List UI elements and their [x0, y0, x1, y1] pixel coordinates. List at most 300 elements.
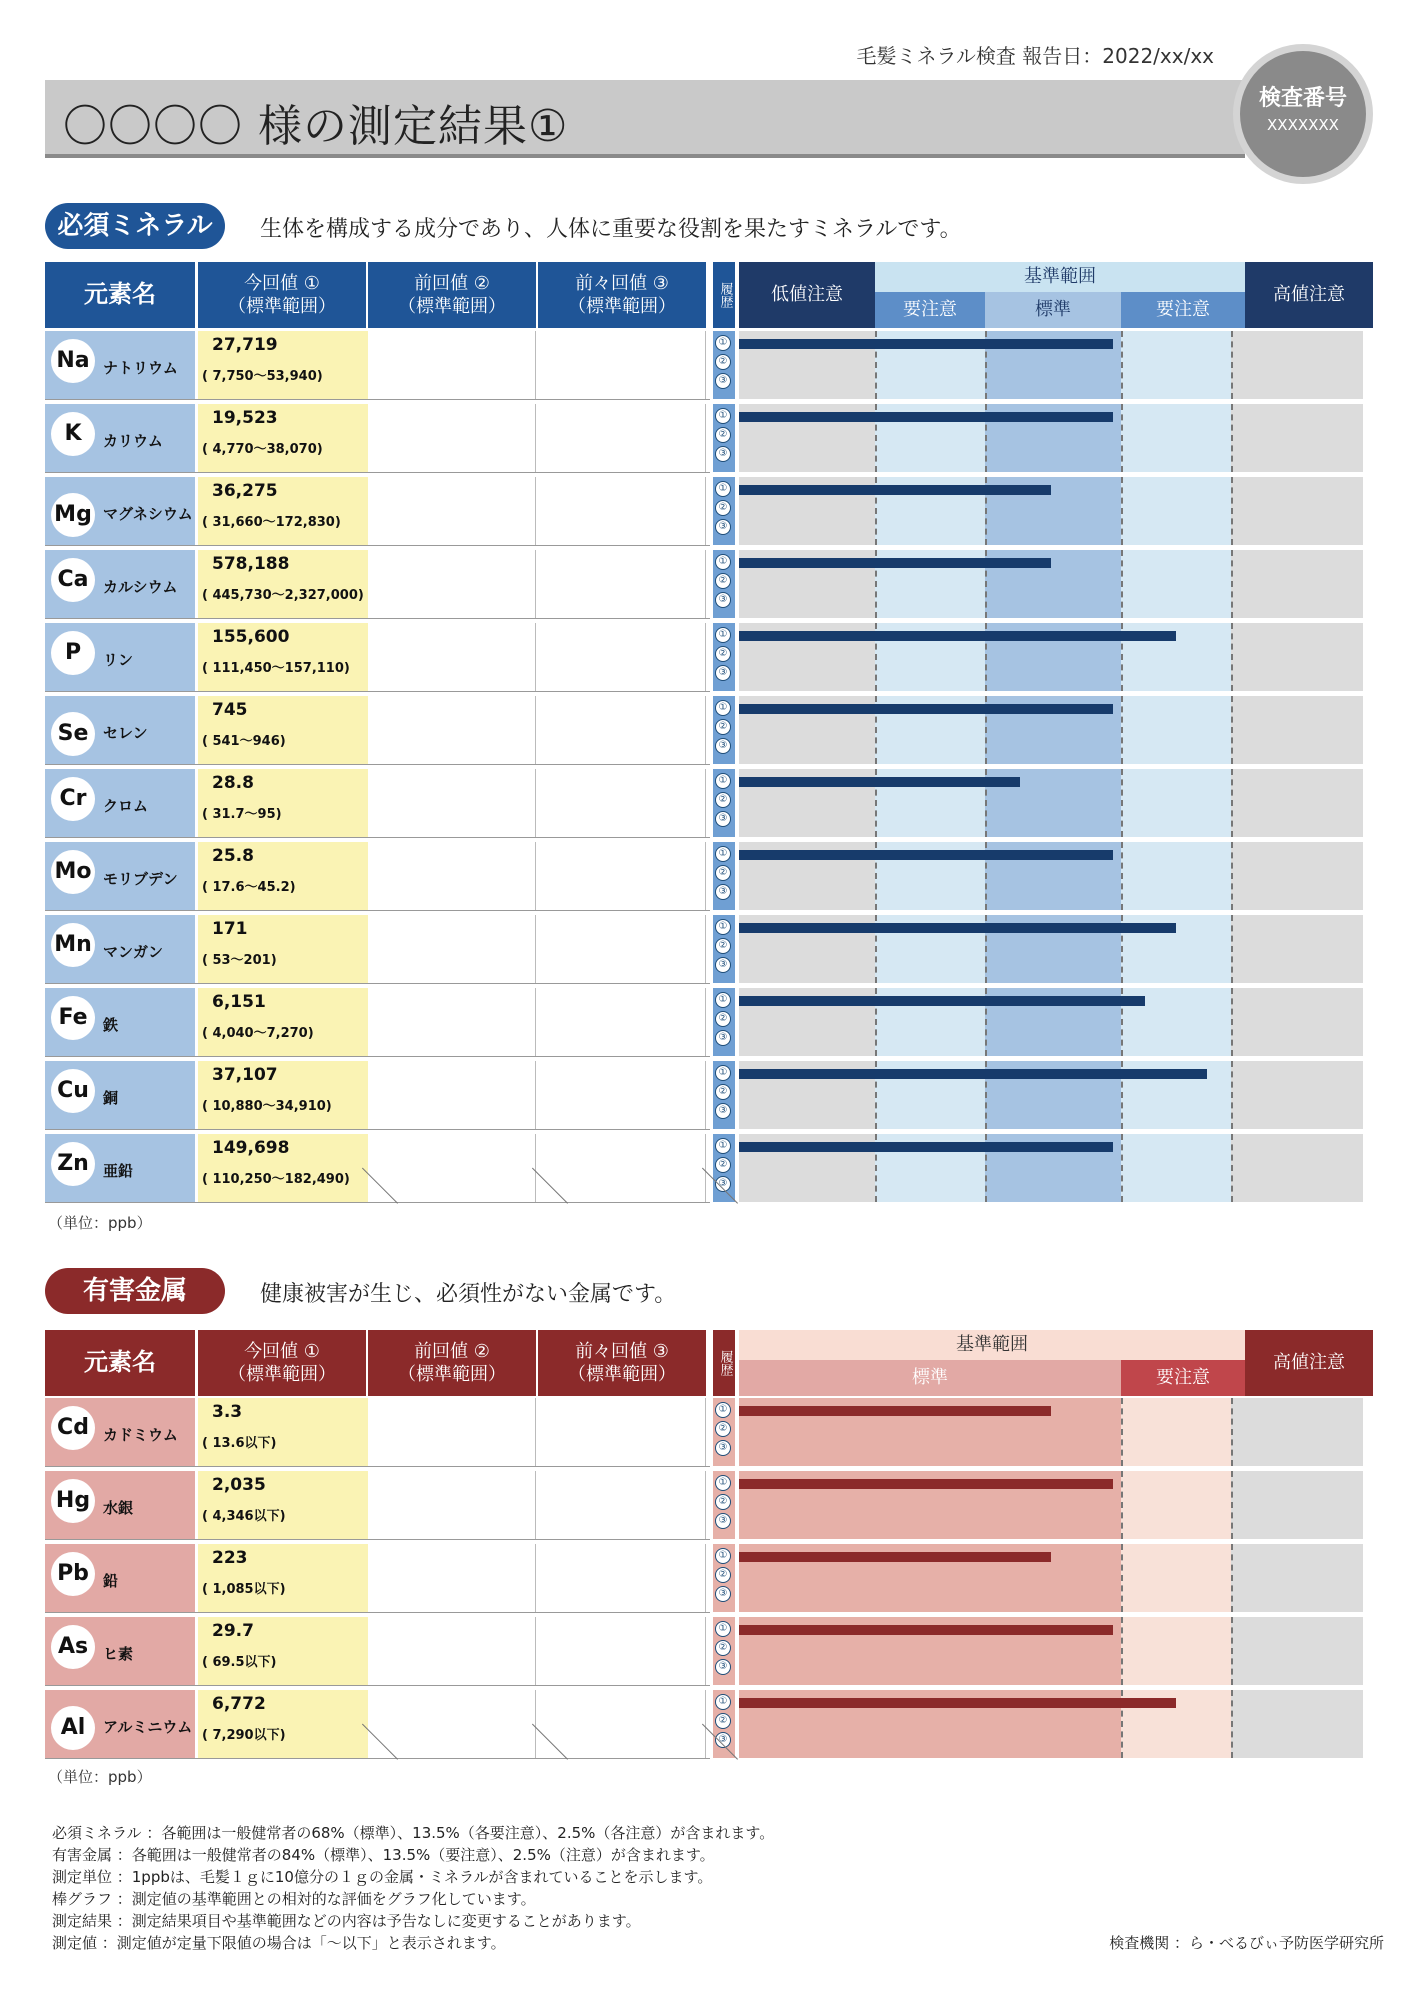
row-divider: [45, 910, 710, 911]
history-markers: [713, 1617, 735, 1685]
current-value-cell: [198, 404, 368, 472]
current-value-cell: [198, 696, 368, 764]
col-element-name: 元素名: [45, 1330, 195, 1396]
graph-zone: [1231, 769, 1363, 837]
current-value-cell: [198, 1544, 368, 1612]
history-marker-icon: ②: [715, 1567, 731, 1583]
col-history: 履歴: [713, 1330, 735, 1396]
history-markers: [713, 769, 735, 837]
bar-graph: [739, 1617, 1363, 1685]
value-bar: [739, 704, 1113, 714]
row-divider: [45, 691, 710, 692]
element-symbol: Hg: [51, 1479, 95, 1523]
previous-value-cell: [368, 477, 536, 545]
element-japanese-name: カルシウム: [103, 578, 178, 596]
previous-value-cell: [368, 1398, 536, 1466]
history-markers: [713, 404, 735, 472]
table-row: [45, 623, 1373, 691]
history-marker-icon: ①: [715, 1621, 731, 1637]
standard-range: ( 7,290以下): [202, 1728, 286, 1743]
graph-zone: [1231, 623, 1363, 691]
history-markers: [713, 915, 735, 983]
element-symbol: Se: [51, 712, 95, 756]
col-current: 今回値 ① （標準範囲）: [198, 262, 366, 328]
history-marker-icon: ①: [715, 481, 731, 497]
value-bar: [739, 412, 1113, 422]
history-markers: [713, 331, 735, 399]
graph-zone: [1121, 696, 1231, 764]
bar-graph: [739, 1690, 1363, 1758]
graph-zone: [1121, 842, 1231, 910]
graph-divider: [1231, 331, 1233, 399]
standard-range: ( 111,450〜157,110): [202, 661, 350, 676]
history-marker-icon: ②: [715, 792, 731, 808]
current-value: 6,151: [212, 992, 266, 1012]
history-marker-icon: ②: [715, 1640, 731, 1656]
table-row: [45, 1398, 1373, 1466]
element-japanese-name: ヒ素: [103, 1645, 134, 1663]
element-name-cell: [45, 1471, 195, 1539]
current-value-cell: [198, 1398, 368, 1466]
graph-zone: [1121, 550, 1231, 618]
graph-zone: [1231, 477, 1363, 545]
current-value: 2,035: [212, 1475, 266, 1495]
history-marker-icon: ①: [715, 335, 731, 351]
table-row: [45, 331, 1373, 399]
previous2-value-cell: [538, 769, 706, 837]
row-divider: [45, 1466, 710, 1467]
element-japanese-name: クロム: [103, 797, 149, 815]
col-previous: 前回値 ② （標準範囲）: [368, 262, 536, 328]
standard-range: ( 7,750〜53,940): [202, 369, 323, 384]
graph-zone: [1231, 404, 1363, 472]
current-value-cell: [198, 1617, 368, 1685]
current-value: 29.7: [212, 1621, 254, 1641]
row-divider: [45, 399, 710, 400]
graph-divider: [1121, 477, 1123, 545]
standard-range: ( 1,085以下): [202, 1582, 286, 1597]
history-markers: [713, 1061, 735, 1129]
current-value-cell: [198, 915, 368, 983]
current-value-cell: [198, 769, 368, 837]
history-marker-icon: ①: [715, 1694, 731, 1710]
value-bar: [739, 777, 1020, 787]
element-name-cell: [45, 623, 195, 691]
history-markers: [713, 1471, 735, 1539]
previous-value-cell: [368, 1617, 536, 1685]
col-caution-left: 要注意: [875, 292, 985, 328]
element-name-cell: [45, 1061, 195, 1129]
element-japanese-name: 銅: [103, 1089, 119, 1107]
graph-divider: [1121, 1544, 1123, 1612]
col-previous: 前回値 ② （標準範囲）: [368, 1330, 536, 1396]
graph-divider: [1121, 696, 1123, 764]
essential-pill: 必須ミネラル: [45, 203, 225, 249]
footnotes: [52, 1822, 774, 1954]
row-divider: [45, 1202, 710, 1203]
current-value-cell: [198, 1061, 368, 1129]
history-marker-icon: ①: [715, 919, 731, 935]
table-row: [45, 404, 1373, 472]
badge-value: XXXXXXX: [1267, 116, 1339, 134]
graph-divider: [1121, 1617, 1123, 1685]
graph-divider: [1231, 1544, 1233, 1612]
previous-value-cell: [368, 1690, 536, 1758]
standard-range: ( 13.6以下): [202, 1436, 277, 1451]
previous2-value-cell: [538, 1061, 706, 1129]
table-row: [45, 842, 1373, 910]
graph-zone: [1121, 1544, 1231, 1612]
bar-graph: [739, 988, 1363, 1056]
history-marker-icon: ③: [715, 373, 731, 389]
table-row: [45, 769, 1373, 837]
table-row: [45, 696, 1373, 764]
graph-zone: [1121, 1134, 1231, 1202]
previous2-value-cell: [538, 1134, 706, 1202]
previous2-value-cell: [538, 404, 706, 472]
graph-divider: [1121, 404, 1123, 472]
standard-range: ( 10,880〜34,910): [202, 1099, 332, 1114]
history-marker-icon: ③: [715, 738, 731, 754]
col-standard-range: 基準範囲: [875, 262, 1245, 292]
bar-graph: [739, 1398, 1363, 1466]
element-symbol: Mg: [51, 493, 95, 537]
current-value: 37,107: [212, 1065, 278, 1085]
row-divider: [45, 837, 710, 838]
history-markers: [713, 1690, 735, 1758]
graph-zone: [1231, 915, 1363, 983]
element-japanese-name: アルミニウム: [103, 1718, 193, 1736]
graph-divider: [1121, 1134, 1123, 1202]
history-marker-icon: ①: [715, 1138, 731, 1154]
value-bar: [739, 1069, 1207, 1079]
history-marker-icon: ②: [715, 354, 731, 370]
history-marker-icon: ③: [715, 519, 731, 535]
value-bar: [739, 558, 1051, 568]
element-japanese-name: リン: [103, 651, 134, 669]
previous2-value-cell: [538, 1471, 706, 1539]
value-bar: [739, 631, 1176, 641]
bar-graph: [739, 1061, 1363, 1129]
graph-divider: [1231, 769, 1233, 837]
current-value-cell: [198, 1471, 368, 1539]
previous2-value-cell: [538, 842, 706, 910]
graph-zone: [1121, 477, 1231, 545]
element-name-cell: [45, 696, 195, 764]
bar-graph: [739, 1544, 1363, 1612]
current-value-cell: [198, 550, 368, 618]
footnote-line: 測定結果 ：測定結果項目や基準範囲などの内容は予告なしに変更することがあります。: [52, 1912, 641, 1930]
col-caution: 要注意: [1121, 1360, 1245, 1396]
element-japanese-name: セレン: [103, 724, 148, 742]
history-marker-icon: ①: [715, 1402, 731, 1418]
graph-zone: [1231, 696, 1363, 764]
graph-divider: [1231, 550, 1233, 618]
history-marker-icon: ①: [715, 1065, 731, 1081]
element-name-cell: [45, 769, 195, 837]
graph-zone: [1121, 769, 1231, 837]
history-marker-icon: ②: [715, 427, 731, 443]
history-marker-icon: ①: [715, 846, 731, 862]
history-marker-icon: ②: [715, 865, 731, 881]
history-marker-icon: ②: [715, 938, 731, 954]
element-symbol: Pb: [51, 1552, 95, 1596]
graph-divider: [1231, 404, 1233, 472]
value-bar: [739, 850, 1113, 860]
history-marker-icon: ③: [715, 1732, 731, 1748]
element-symbol: Zn: [51, 1142, 95, 1186]
graph-divider: [1231, 1690, 1233, 1758]
row-divider: [45, 618, 710, 619]
badge-label: 検査番号: [1258, 86, 1347, 111]
col-previous2: 前々回値 ③ （標準範囲）: [538, 1330, 706, 1396]
previous2-value-cell: [538, 331, 706, 399]
standard-range: ( 541〜946): [202, 734, 286, 749]
element-name-cell: [45, 550, 195, 618]
graph-zone: [1121, 331, 1231, 399]
previous2-value-cell: [538, 1617, 706, 1685]
essential-unit: （単位：ppb）: [48, 1214, 152, 1232]
element-symbol: Cd: [51, 1406, 95, 1450]
history-marker-icon: ③: [715, 1030, 731, 1046]
element-symbol: Cu: [51, 1069, 95, 1113]
value-bar: [739, 1479, 1113, 1489]
previous-value-cell: [368, 769, 536, 837]
col-element-name: 元素名: [45, 262, 195, 328]
value-bar: [739, 339, 1113, 349]
element-japanese-name: 水銀: [103, 1499, 134, 1517]
history-marker-icon: ③: [715, 592, 731, 608]
bar-graph: [739, 477, 1363, 545]
element-name-cell: [45, 1398, 195, 1466]
history-marker-icon: ③: [715, 884, 731, 900]
element-name-cell: [45, 1690, 195, 1758]
history-marker-icon: ①: [715, 1548, 731, 1564]
history-marker-icon: ③: [715, 811, 731, 827]
footnote-line: 測定単位 ：1ppbは、毛髪１ｇに10億分の１ｇの金属・ミネラルが含まれていることを示します。: [52, 1868, 713, 1886]
history-marker-icon: ③: [715, 1176, 731, 1192]
footnote-line: 有害金属 ：各範囲は一般健常者の84%（標準）、13.5%（要注意）、2.5%（注意）が含まれます。: [52, 1846, 715, 1864]
previous-value-cell: [368, 331, 536, 399]
element-symbol: As: [51, 1625, 95, 1669]
standard-range: ( 31.7〜95): [202, 807, 282, 822]
bar-graph: [739, 331, 1363, 399]
table-row: [45, 915, 1373, 983]
bar-graph: [739, 915, 1363, 983]
element-japanese-name: マンガン: [103, 943, 164, 961]
element-name-cell: [45, 842, 195, 910]
bar-graph: [739, 623, 1363, 691]
graph-divider: [1121, 769, 1123, 837]
history-marker-icon: ①: [715, 627, 731, 643]
standard-range: ( 4,346以下): [202, 1509, 286, 1524]
history-marker-icon: ②: [715, 719, 731, 735]
current-value: 6,772: [212, 1694, 266, 1714]
previous-value-cell: [368, 623, 536, 691]
history-marker-icon: ③: [715, 1659, 731, 1675]
previous2-value-cell: [538, 1398, 706, 1466]
standard-range: ( 53〜201): [202, 953, 277, 968]
col-standard: 標準: [985, 292, 1121, 328]
value-bar: [739, 1625, 1113, 1635]
element-name-cell: [45, 1544, 195, 1612]
essential-description: 生体を構成する成分であり、人体に重要な役割を果たすミネラルです。: [260, 217, 962, 242]
element-symbol: P: [51, 631, 95, 675]
current-value: 578,188: [212, 554, 290, 574]
row-divider: [45, 1539, 710, 1540]
graph-divider: [1121, 1471, 1123, 1539]
row-divider: [45, 1612, 710, 1613]
col-low-caution: 低値注意: [739, 262, 875, 328]
table-row: [45, 1690, 1373, 1758]
graph-zone: [1231, 1617, 1363, 1685]
history-markers: [713, 988, 735, 1056]
history-markers: [713, 1544, 735, 1612]
history-marker-icon: ③: [715, 446, 731, 462]
bar-graph: [739, 769, 1363, 837]
graph-zone: [1231, 1690, 1363, 1758]
graph-divider: [1231, 1398, 1233, 1466]
previous-value-cell: [368, 1544, 536, 1612]
col-high-caution: 高値注意: [1245, 1330, 1373, 1396]
row-divider: [45, 764, 710, 765]
graph-divider: [1231, 842, 1233, 910]
graph-zone: [1231, 1134, 1363, 1202]
report-date: 毛髪ミネラル検査 報告日：2022/xx/xx: [856, 44, 1214, 68]
standard-range: ( 110,250〜182,490): [202, 1172, 350, 1187]
graph-zone: [1231, 1544, 1363, 1612]
element-symbol: Ca: [51, 558, 95, 602]
row-divider: [45, 1056, 710, 1057]
history-markers: [713, 842, 735, 910]
title-bar: [45, 80, 1245, 158]
current-value-cell: [198, 842, 368, 910]
graph-zone: [1231, 550, 1363, 618]
col-previous2: 前々回値 ③ （標準範囲）: [538, 262, 706, 328]
history-marker-icon: ①: [715, 773, 731, 789]
bar-graph: [739, 404, 1363, 472]
history-markers: [713, 1398, 735, 1466]
row-divider: [45, 983, 710, 984]
current-value: 745: [212, 700, 248, 720]
bar-graph: [739, 696, 1363, 764]
element-name-cell: [45, 915, 195, 983]
history-marker-icon: ②: [715, 1421, 731, 1437]
history-marker-icon: ①: [715, 554, 731, 570]
current-value: 223: [212, 1548, 248, 1568]
history-markers: [713, 1134, 735, 1202]
row-divider: [45, 472, 710, 473]
current-value-cell: [198, 1690, 368, 1758]
table-row: [45, 988, 1373, 1056]
graph-divider: [1231, 1134, 1233, 1202]
element-japanese-name: マグネシウム: [103, 505, 193, 523]
history-marker-icon: ②: [715, 573, 731, 589]
graph-divider: [1121, 331, 1123, 399]
table-row: [45, 550, 1373, 618]
current-value-cell: [198, 623, 368, 691]
element-japanese-name: 鉄: [103, 1016, 119, 1034]
bar-graph: [739, 550, 1363, 618]
element-japanese-name: ナトリウム: [103, 359, 178, 377]
current-value: 25.8: [212, 846, 254, 866]
history-marker-icon: ③: [715, 1513, 731, 1529]
history-marker-icon: ②: [715, 1713, 731, 1729]
organization: 検査機関 ：ら・べるびぃ予防医学研究所: [1109, 1934, 1384, 1952]
current-value-cell: [198, 1134, 368, 1202]
history-marker-icon: ②: [715, 1494, 731, 1510]
value-bar: [739, 1698, 1176, 1708]
previous2-value-cell: [538, 1690, 706, 1758]
graph-zone: [1121, 1617, 1231, 1685]
history-marker-icon: ①: [715, 1475, 731, 1491]
previous2-value-cell: [538, 696, 706, 764]
bar-graph: [739, 1134, 1363, 1202]
standard-range: ( 4,040〜7,270): [202, 1026, 314, 1041]
bar-graph: [739, 842, 1363, 910]
previous2-value-cell: [538, 1544, 706, 1612]
graph-zone: [1121, 1398, 1231, 1466]
harmful-description: 健康被害が生じ、必須性がない金属です。: [260, 1282, 677, 1307]
element-japanese-name: カドミウム: [103, 1426, 178, 1444]
history-markers: [713, 696, 735, 764]
row-divider: [45, 1129, 710, 1130]
value-bar: [739, 1142, 1113, 1152]
graph-divider: [1231, 477, 1233, 545]
graph-zone: [1231, 1061, 1363, 1129]
history-marker-icon: ③: [715, 957, 731, 973]
page-title: 〇〇〇〇 様の測定結果①: [63, 101, 569, 152]
test-number-badge: [1233, 44, 1373, 184]
previous-value-cell: [368, 842, 536, 910]
current-value: 19,523: [212, 408, 278, 428]
element-japanese-name: モリブデン: [103, 870, 178, 888]
previous2-value-cell: [538, 988, 706, 1056]
harmful-unit: （単位：ppb）: [48, 1768, 152, 1786]
history-marker-icon: ②: [715, 500, 731, 516]
element-name-cell: [45, 477, 195, 545]
col-current: 今回値 ① （標準範囲）: [198, 1330, 366, 1396]
graph-divider: [1231, 623, 1233, 691]
history-marker-icon: ③: [715, 1440, 731, 1456]
previous2-value-cell: [538, 477, 706, 545]
history-marker-icon: ②: [715, 1011, 731, 1027]
element-symbol: Cr: [51, 777, 95, 821]
graph-zone: [1121, 1471, 1231, 1539]
table-row: [45, 1544, 1373, 1612]
footnote-line: 必須ミネラル ：各範囲は一般健常者の68%（標準）、13.5%（各要注意）、2.5%（各注意）が含まれます。: [52, 1824, 775, 1842]
standard-range: ( 69.5以下): [202, 1655, 277, 1670]
standard-range: ( 4,770〜38,070): [202, 442, 323, 457]
table-row: [45, 1134, 1373, 1202]
history-marker-icon: ②: [715, 1157, 731, 1173]
previous-value-cell: [368, 988, 536, 1056]
element-symbol: Fe: [51, 996, 95, 1040]
element-name-cell: [45, 331, 195, 399]
current-value: 3.3: [212, 1402, 243, 1422]
graph-zone: [1231, 1398, 1363, 1466]
table-row: [45, 1061, 1373, 1129]
row-divider: [45, 545, 710, 546]
standard-range: ( 31,660〜172,830): [202, 515, 341, 530]
history-marker-icon: ③: [715, 1103, 731, 1119]
current-value-cell: [198, 331, 368, 399]
element-japanese-name: 鉛: [103, 1572, 119, 1590]
graph-zone: [1231, 988, 1363, 1056]
graph-divider: [1231, 1471, 1233, 1539]
graph-divider: [1231, 915, 1233, 983]
current-value: 155,600: [212, 627, 290, 647]
